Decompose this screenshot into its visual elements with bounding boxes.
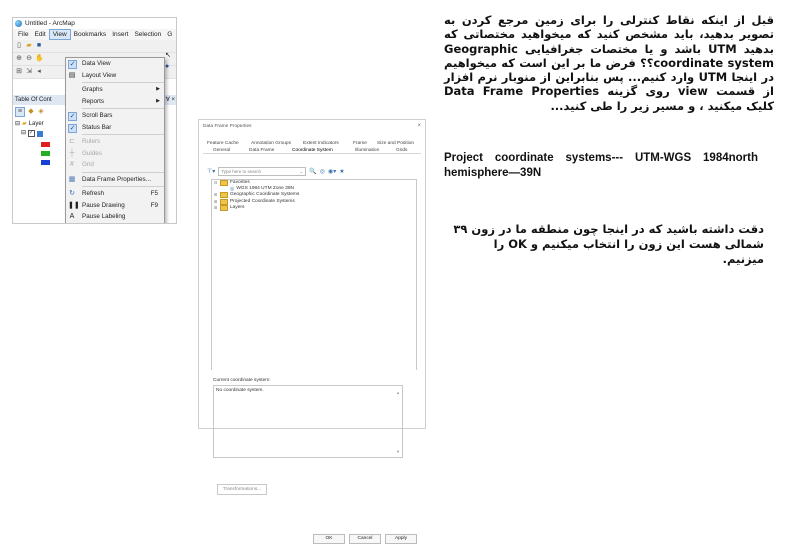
- view-menu-item-label: Rulers: [82, 138, 101, 145]
- menu-view[interactable]: View: [49, 29, 71, 40]
- toc-pin-close[interactable]: ∀ ×: [165, 97, 175, 103]
- guides-icon: ┼: [69, 149, 75, 157]
- folder-icon: [220, 180, 228, 186]
- menu-separator: [82, 108, 164, 109]
- shortcut-label: F5: [150, 190, 158, 197]
- pause-icon: ❚❚: [68, 201, 80, 209]
- menu-bookmarks[interactable]: Bookmarks: [73, 31, 107, 38]
- layers-folder-icon: ▰: [22, 121, 27, 127]
- layer-name-highlight: [37, 131, 43, 137]
- transformations-button[interactable]: Transformations...: [217, 484, 267, 495]
- arcmap-menubar: [13, 29, 176, 40]
- view-menu-item[interactable]: [66, 200, 164, 212]
- legend-swatch-green: [41, 151, 50, 156]
- view-menu-item-label: Refresh: [82, 190, 105, 197]
- tab-annotation-groups[interactable]: Annotation Groups: [251, 141, 292, 146]
- view-menu-item-label: Status Bar: [82, 123, 112, 131]
- ok-button[interactable]: OK: [313, 534, 345, 544]
- legend-swatch-row: [15, 147, 50, 156]
- list-by-drawing-order-icon[interactable]: ≡: [15, 107, 25, 117]
- dialog-title: Data Frame Properties: [203, 124, 252, 129]
- expand-collapse-icon[interactable]: ⊞: [214, 192, 218, 198]
- search-icon[interactable]: 🔍: [309, 168, 317, 175]
- projection-path: Project coordinate systems--- UTM-WGS 1984north hemisphere—39N: [444, 152, 758, 179]
- menu-edit[interactable]: Edit: [34, 31, 46, 38]
- layers-label: Layer: [28, 121, 44, 127]
- tree-node-label: Projected Coordinate Systems: [230, 198, 295, 204]
- folder-icon: [220, 192, 228, 198]
- dialog-search-toolbar: [207, 166, 345, 176]
- tab-coordinate-system[interactable]: Coordinate System: [292, 148, 333, 153]
- arcmap-app-icon: [15, 20, 22, 27]
- tree-node[interactable]: [212, 205, 416, 211]
- tree-node-label: WGS 1984 UTM Zone 39N: [236, 186, 294, 192]
- zoom-in-icon[interactable]: ⊕: [16, 55, 22, 62]
- globe-icon[interactable]: ◎: [319, 168, 325, 175]
- standard-toolbar: [13, 40, 176, 53]
- save-icon[interactable]: ■: [36, 42, 42, 49]
- view-menu-item: [66, 159, 164, 171]
- grid-icon: #: [70, 161, 74, 168]
- instruction-paragraph: قبل از اینکه نقاط کنترلی را برای زمین مرجع کردن به تصویر بدهید، باید مشخص کنید که میخواهید مختصاتی که بدهید UTM باشد و یا مختصات جغرافیایی Geographic coordinate system؟؟ فرض ما بر این است که میخواهیم در اینجا UTM وارد کنیم... پس بنابراین از منوبار نرم افزار از قسمت view روی گزینه Data Frame Properties کلیک میکنید ، و مسیر زیر را طی کنید...: [444, 13, 774, 113]
- rulers-icon: ⊏: [69, 138, 75, 145]
- pan-icon[interactable]: ✋: [35, 55, 44, 62]
- menu-separator: [82, 186, 164, 187]
- new-document-icon[interactable]: ▯: [17, 42, 21, 49]
- current-coordinate-system-label: Current coordinate system:: [213, 378, 271, 383]
- pause-labeling-icon: A: [69, 213, 75, 220]
- menu-separator: [82, 82, 164, 83]
- open-folder-icon[interactable]: ▰: [26, 42, 32, 49]
- zone-note-paragraph: دقت داشته باشید که در اینجا چون منطقه ما در زون ۳۹ شمالی هست این زون را انتخاب میکنیم و OK را میزنیم.: [453, 222, 764, 266]
- expand-collapse-icon[interactable]: ⊟: [214, 180, 218, 185]
- list-by-visibility-icon[interactable]: ◈: [38, 107, 44, 115]
- toc-layers-row[interactable]: [15, 120, 50, 129]
- submenu-arrow-icon: ▶: [156, 86, 160, 92]
- fixed-zoom-icon[interactable]: ⇲: [26, 68, 32, 75]
- view-menu-item-label: Pause Drawing: [82, 201, 125, 209]
- tab-general[interactable]: General: [213, 148, 231, 153]
- menu-file[interactable]: File: [18, 31, 29, 38]
- layout-view-icon: ▤: [68, 71, 76, 79]
- tab-data-frame[interactable]: Data Frame: [249, 148, 275, 153]
- menu-insert[interactable]: Insert: [112, 31, 129, 38]
- back-extent-icon[interactable]: ◂: [37, 68, 41, 75]
- apply-button[interactable]: Apply: [385, 534, 417, 544]
- arcmap-title-bar: [13, 18, 176, 29]
- view-menu-item: [66, 136, 164, 148]
- favorite-star-icon[interactable]: ★: [339, 168, 345, 175]
- toc-toolbar: [13, 106, 45, 117]
- check-icon: ✓: [69, 113, 76, 120]
- view-menu-item-label: Data View: [82, 60, 111, 67]
- view-menu-item[interactable]: [66, 58, 164, 70]
- view-menu-item-label: Pause Labeling: [82, 213, 126, 220]
- data-frame-properties-dialog: [198, 119, 426, 541]
- tab-grids[interactable]: Grids: [396, 148, 408, 153]
- check-icon: ✓: [69, 124, 76, 132]
- view-menu-item-label: Data Frame Properties...: [82, 175, 151, 183]
- legend-swatch-row: [15, 156, 50, 165]
- close-icon[interactable]: ×: [417, 123, 421, 129]
- view-menu-item-label: Reports: [82, 97, 105, 105]
- cancel-button[interactable]: Cancel: [349, 534, 381, 544]
- view-menu-item[interactable]: [66, 174, 164, 186]
- scrollbar[interactable]: ▲ ▼: [396, 390, 400, 454]
- view-menu-item[interactable]: [66, 122, 164, 134]
- legend-swatch-row: [15, 138, 50, 147]
- coordinate-system-tree: [211, 179, 417, 370]
- collapse-icon[interactable]: ⊟: [21, 130, 27, 136]
- view-menu-item[interactable]: [66, 110, 164, 122]
- arcmap-window-title: Untitled - ArcMap: [25, 20, 75, 27]
- view-menu-item-label: Grid: [82, 161, 94, 168]
- tab-feature-cache[interactable]: Feature Cache: [207, 141, 239, 146]
- tree-node-label: Favorites: [230, 180, 250, 185]
- data-view-icon: ✓: [69, 61, 76, 68]
- search-placeholder: Type here to search: [221, 168, 262, 174]
- chevron-down-icon[interactable]: ⌄: [299, 168, 304, 174]
- tab-illumination[interactable]: Illumination: [355, 148, 380, 153]
- view-menu-item-label: Guides: [82, 149, 102, 157]
- layer-checkbox[interactable]: ✓: [29, 130, 34, 136]
- view-menu-item[interactable]: [66, 84, 164, 96]
- coordinate-search-input[interactable]: [218, 167, 306, 176]
- view-menu-item-label: Graphs: [82, 86, 103, 93]
- toc-tree: [15, 120, 50, 165]
- add-coordinate-system-icon[interactable]: ◉▾: [327, 168, 337, 175]
- folder-icon: [220, 199, 228, 205]
- tree-node-label: Geographic Coordinate Systems: [230, 192, 300, 198]
- zoom-out-icon[interactable]: ⊖: [26, 55, 32, 62]
- expand-collapse-icon[interactable]: ⊞: [214, 204, 218, 210]
- full-extent-icon[interactable]: ⊞: [16, 68, 22, 75]
- filter-icon[interactable]: ⊤▾: [207, 168, 216, 175]
- tab-frame[interactable]: Frame: [353, 141, 367, 146]
- tree-node-label: Layers: [230, 204, 245, 210]
- globe-icon: ◎: [230, 186, 235, 193]
- view-menu-item[interactable]: [66, 70, 164, 82]
- view-menu-item[interactable]: [66, 211, 164, 223]
- tab-extent-indicators[interactable]: Extent Indicators: [303, 141, 339, 146]
- menu-separator: [82, 172, 164, 173]
- expand-collapse-icon[interactable]: ⊞: [214, 198, 218, 204]
- collapse-icon[interactable]: ⊟: [15, 121, 21, 127]
- properties-icon: ▦: [68, 175, 76, 183]
- view-menu-item[interactable]: [66, 188, 164, 200]
- view-menu-item-label: Layout View: [82, 71, 117, 79]
- menu-geoprocessing[interactable]: G: [167, 31, 173, 38]
- list-by-source-icon[interactable]: ◆: [28, 107, 34, 115]
- info-icon[interactable]: ●: [165, 63, 170, 70]
- legend-swatch-blue: [41, 160, 50, 165]
- view-menu-dropdown: [65, 57, 165, 224]
- shortcut-label: F9: [150, 201, 158, 209]
- view-menu-item: [66, 148, 164, 160]
- current-coordinate-system-value: No coordinate system.: [216, 388, 264, 393]
- tab-divider: [203, 153, 421, 154]
- toc-title: Table Of Cont: [15, 97, 52, 103]
- legend-swatch-red: [41, 142, 50, 147]
- menu-separator: [82, 134, 164, 135]
- arcmap-screenshot: [12, 17, 177, 224]
- select-arrow-icon[interactable]: ↖: [165, 52, 171, 59]
- refresh-icon: ↻: [69, 190, 75, 197]
- submenu-arrow-icon: ▶: [156, 97, 160, 104]
- view-menu-item[interactable]: [66, 96, 164, 108]
- menu-selection[interactable]: Selection: [134, 31, 162, 38]
- view-menu-item-label: Scroll Bars: [82, 112, 113, 119]
- tab-size-and-position[interactable]: Size and Position: [377, 141, 415, 146]
- folder-icon: [220, 205, 228, 211]
- toc-layer-row[interactable]: [15, 129, 50, 138]
- current-coordinate-system-box: [213, 385, 403, 458]
